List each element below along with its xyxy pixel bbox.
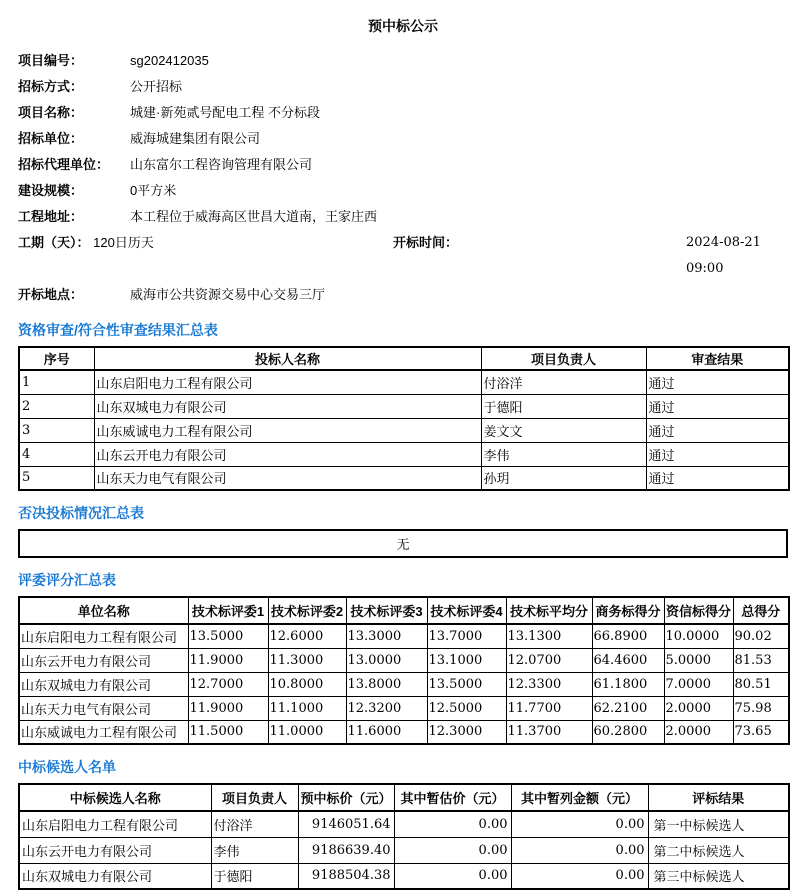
table-cell: 11.7700: [506, 696, 592, 720]
table-cell: 通过: [646, 370, 789, 394]
table-cell: 64.4600: [592, 648, 664, 672]
column-header: 评标结果: [648, 784, 789, 811]
table-row: [19, 466, 789, 490]
table-cell: 7.0000: [664, 672, 733, 696]
section-heading-rejection: 否决投标情况汇总表: [18, 505, 144, 521]
table-row: [19, 624, 789, 648]
table-cell: 2.0000: [664, 696, 733, 720]
column-header: 预中标价（元）: [298, 784, 394, 811]
table-cell: 12.6000: [268, 624, 346, 648]
project-info: [18, 48, 788, 230]
table-cell: 2: [19, 394, 94, 418]
info-field-label: 项目名称：: [18, 105, 84, 120]
table-cell: 11.6000: [346, 720, 427, 744]
table-cell: 第一中标候选人: [648, 811, 789, 837]
table-cell: 11.9000: [188, 648, 268, 672]
table-cell: 3: [19, 418, 94, 442]
table-cell: 付浴洋: [211, 811, 298, 837]
info-field-row: [18, 74, 788, 100]
info-field-row: [18, 48, 788, 74]
table-cell: 12.3000: [427, 720, 506, 744]
info-field-value: 城建·新苑贰号配电工程 不分标段: [130, 105, 320, 120]
table-cell: 11.3700: [506, 720, 592, 744]
table-row: [19, 370, 789, 394]
table-row: [19, 811, 789, 837]
column-header: 技术标评委2: [268, 597, 346, 624]
table-row: [19, 648, 789, 672]
column-header: 投标人名称: [94, 347, 481, 370]
table-row: [19, 696, 789, 720]
info-field-label: 项目编号：: [18, 53, 84, 68]
scores-table: [18, 596, 790, 745]
info-field-label: 工程地址：: [18, 209, 84, 224]
table-cell: 13.1000: [427, 648, 506, 672]
table-cell: 山东威诚电力工程有限公司: [19, 720, 188, 744]
table-cell: 第二中标候选人: [648, 837, 789, 863]
info-field-row: [18, 152, 788, 178]
column-header: 项目负责人: [481, 347, 646, 370]
table-cell: 11.0000: [268, 720, 346, 744]
table-row: [19, 863, 789, 889]
info-field-label: 招标单位：: [18, 131, 84, 146]
page-title: 预中标公示: [368, 18, 438, 34]
table-cell: 0.00: [394, 863, 511, 889]
table-row: [19, 394, 789, 418]
table-cell: 13.7000: [427, 624, 506, 648]
table-cell: 山东双城电力有限公司: [19, 672, 188, 696]
info-field-row: [18, 126, 788, 152]
table-cell: 73.65: [733, 720, 789, 744]
table-cell: 0.00: [511, 811, 648, 837]
table-cell: 山东启阳电力工程有限公司: [19, 624, 188, 648]
table-cell: 于德阳: [481, 394, 646, 418]
column-header: 技术标评委4: [427, 597, 506, 624]
table-header-row: [19, 597, 789, 624]
table-cell: 13.8000: [346, 672, 427, 696]
table-row: [19, 837, 789, 863]
table-cell: 孙玥: [481, 466, 646, 490]
table-cell: 李伟: [481, 442, 646, 466]
open-time-date: 2024-08-21: [686, 235, 761, 250]
table-row: [19, 418, 789, 442]
table-cell: 13.0000: [346, 648, 427, 672]
duration-value: 120日历天: [93, 235, 154, 250]
open-place-value: 威海市公共资源交易中心交易三厅: [130, 287, 326, 302]
column-header: 总得分: [733, 597, 789, 624]
column-header: 单位名称: [19, 597, 188, 624]
table-cell: 姜文文: [481, 418, 646, 442]
table-cell: 山东双城电力有限公司: [19, 863, 211, 889]
table-cell: 付浴洋: [481, 370, 646, 394]
table-cell: 12.3300: [506, 672, 592, 696]
table-cell: 13.5000: [427, 672, 506, 696]
table-row: [19, 672, 789, 696]
column-header: 技术标评委1: [188, 597, 268, 624]
table-row: [19, 530, 787, 557]
table-cell: 11.5000: [188, 720, 268, 744]
section-heading-candidates: 中标候选人名单: [18, 759, 116, 775]
table-cell: 通过: [646, 466, 789, 490]
table-row: [19, 720, 789, 744]
table-cell: 山东双城电力有限公司: [94, 394, 481, 418]
table-cell: 13.1300: [506, 624, 592, 648]
table-cell: 1: [19, 370, 94, 394]
column-header: 技术标平均分: [506, 597, 592, 624]
table-cell: 61.1800: [592, 672, 664, 696]
table-cell: 5: [19, 466, 94, 490]
info-field-label: 招标方式：: [18, 79, 84, 94]
section-heading-qualification: 资格审查/符合性审查结果汇总表: [18, 322, 218, 338]
table-cell: 9188504.38: [298, 863, 394, 889]
info-field-value: 0平方米: [130, 183, 177, 198]
table-cell: 李伟: [211, 837, 298, 863]
table-cell: 9146051.64: [298, 811, 394, 837]
table-cell: 通过: [646, 442, 789, 466]
table-cell: 第三中标候选人: [648, 863, 789, 889]
table-cell: 10.0000: [664, 624, 733, 648]
table-header-row: [19, 347, 789, 370]
table-cell: 山东威诚电力工程有限公司: [94, 418, 481, 442]
duration-label: 工期（天）：: [18, 235, 90, 250]
column-header: 其中暂列金额（元）: [511, 784, 648, 811]
table-cell: 9186639.40: [298, 837, 394, 863]
column-header: 中标候选人名称: [19, 784, 211, 811]
table-cell: 60.2800: [592, 720, 664, 744]
info-field-label: 建设规模：: [18, 183, 84, 198]
column-header: 审查结果: [646, 347, 789, 370]
table-cell: 0.00: [394, 837, 511, 863]
column-header: 商务标得分: [592, 597, 664, 624]
table-cell: 11.9000: [188, 696, 268, 720]
column-header: 项目负责人: [211, 784, 298, 811]
info-field-value: 威海城建集团有限公司: [130, 131, 261, 146]
table-cell: 90.02: [733, 624, 789, 648]
table-cell: 2.0000: [664, 720, 733, 744]
table-cell: 5.0000: [664, 648, 733, 672]
section-heading-scores: 评委评分汇总表: [18, 572, 116, 588]
info-field-label: 招标代理单位：: [18, 157, 110, 172]
table-cell: 62.2100: [592, 696, 664, 720]
table-cell: 75.98: [733, 696, 789, 720]
table-cell: 山东云开电力有限公司: [19, 837, 211, 863]
table-cell: 通过: [646, 418, 789, 442]
table-cell: 山东天力电气有限公司: [94, 466, 481, 490]
table-cell: 0.00: [394, 811, 511, 837]
column-header: 序号: [19, 347, 94, 370]
table-cell: 80.51: [733, 672, 789, 696]
table-row: [19, 442, 789, 466]
open-place-row: [18, 282, 788, 308]
table-cell: 10.8000: [268, 672, 346, 696]
column-header: 技术标评委3: [346, 597, 427, 624]
table-cell: 通过: [646, 394, 789, 418]
table-cell: 0.00: [511, 837, 648, 863]
qualification-table: [18, 346, 790, 491]
table-cell: 山东天力电气有限公司: [19, 696, 188, 720]
column-header: 其中暂估价（元）: [394, 784, 511, 811]
open-place-label: 开标地点：: [18, 287, 84, 302]
table-cell: 于德阳: [211, 863, 298, 889]
table-cell: 12.7000: [188, 672, 268, 696]
table-cell: 12.3200: [346, 696, 427, 720]
column-header: 资信标得分: [664, 597, 733, 624]
table-cell: 0.00: [511, 863, 648, 889]
info-field-value: 公开招标: [130, 79, 183, 94]
table-cell: 13.3000: [346, 624, 427, 648]
table-cell: 山东云开电力有限公司: [19, 648, 188, 672]
table-cell: 12.0700: [506, 648, 592, 672]
info-field-value: 山东富尔工程咨询管理有限公司: [130, 157, 313, 172]
table-cell: 山东云开电力有限公司: [94, 442, 481, 466]
table-cell: 山东启阳电力工程有限公司: [94, 370, 481, 394]
info-field-row: [18, 178, 788, 204]
table-cell: 13.5000: [188, 624, 268, 648]
open-time-value: [686, 230, 761, 282]
table-cell: 81.53: [733, 648, 789, 672]
candidates-table: [18, 783, 790, 890]
info-field-row: [18, 100, 788, 126]
table-cell: 4: [19, 442, 94, 466]
table-cell: 12.5000: [427, 696, 506, 720]
table-cell: 11.3000: [268, 648, 346, 672]
info-field-value: sg202412035: [130, 53, 209, 68]
info-field-value: 本工程位于威海高区世昌大道南，王家庄西: [130, 209, 378, 224]
open-time-label: 开标时间：: [393, 235, 459, 250]
rejection-table: [18, 529, 788, 558]
table-header-row: [19, 784, 789, 811]
open-time-clock: 09:00: [686, 261, 724, 276]
table-cell: 山东启阳电力工程有限公司: [19, 811, 211, 837]
table-cell: 11.1000: [268, 696, 346, 720]
duration-row: [18, 230, 788, 282]
table-cell: 无: [19, 530, 787, 557]
info-field-row: [18, 204, 788, 230]
table-cell: 66.8900: [592, 624, 664, 648]
